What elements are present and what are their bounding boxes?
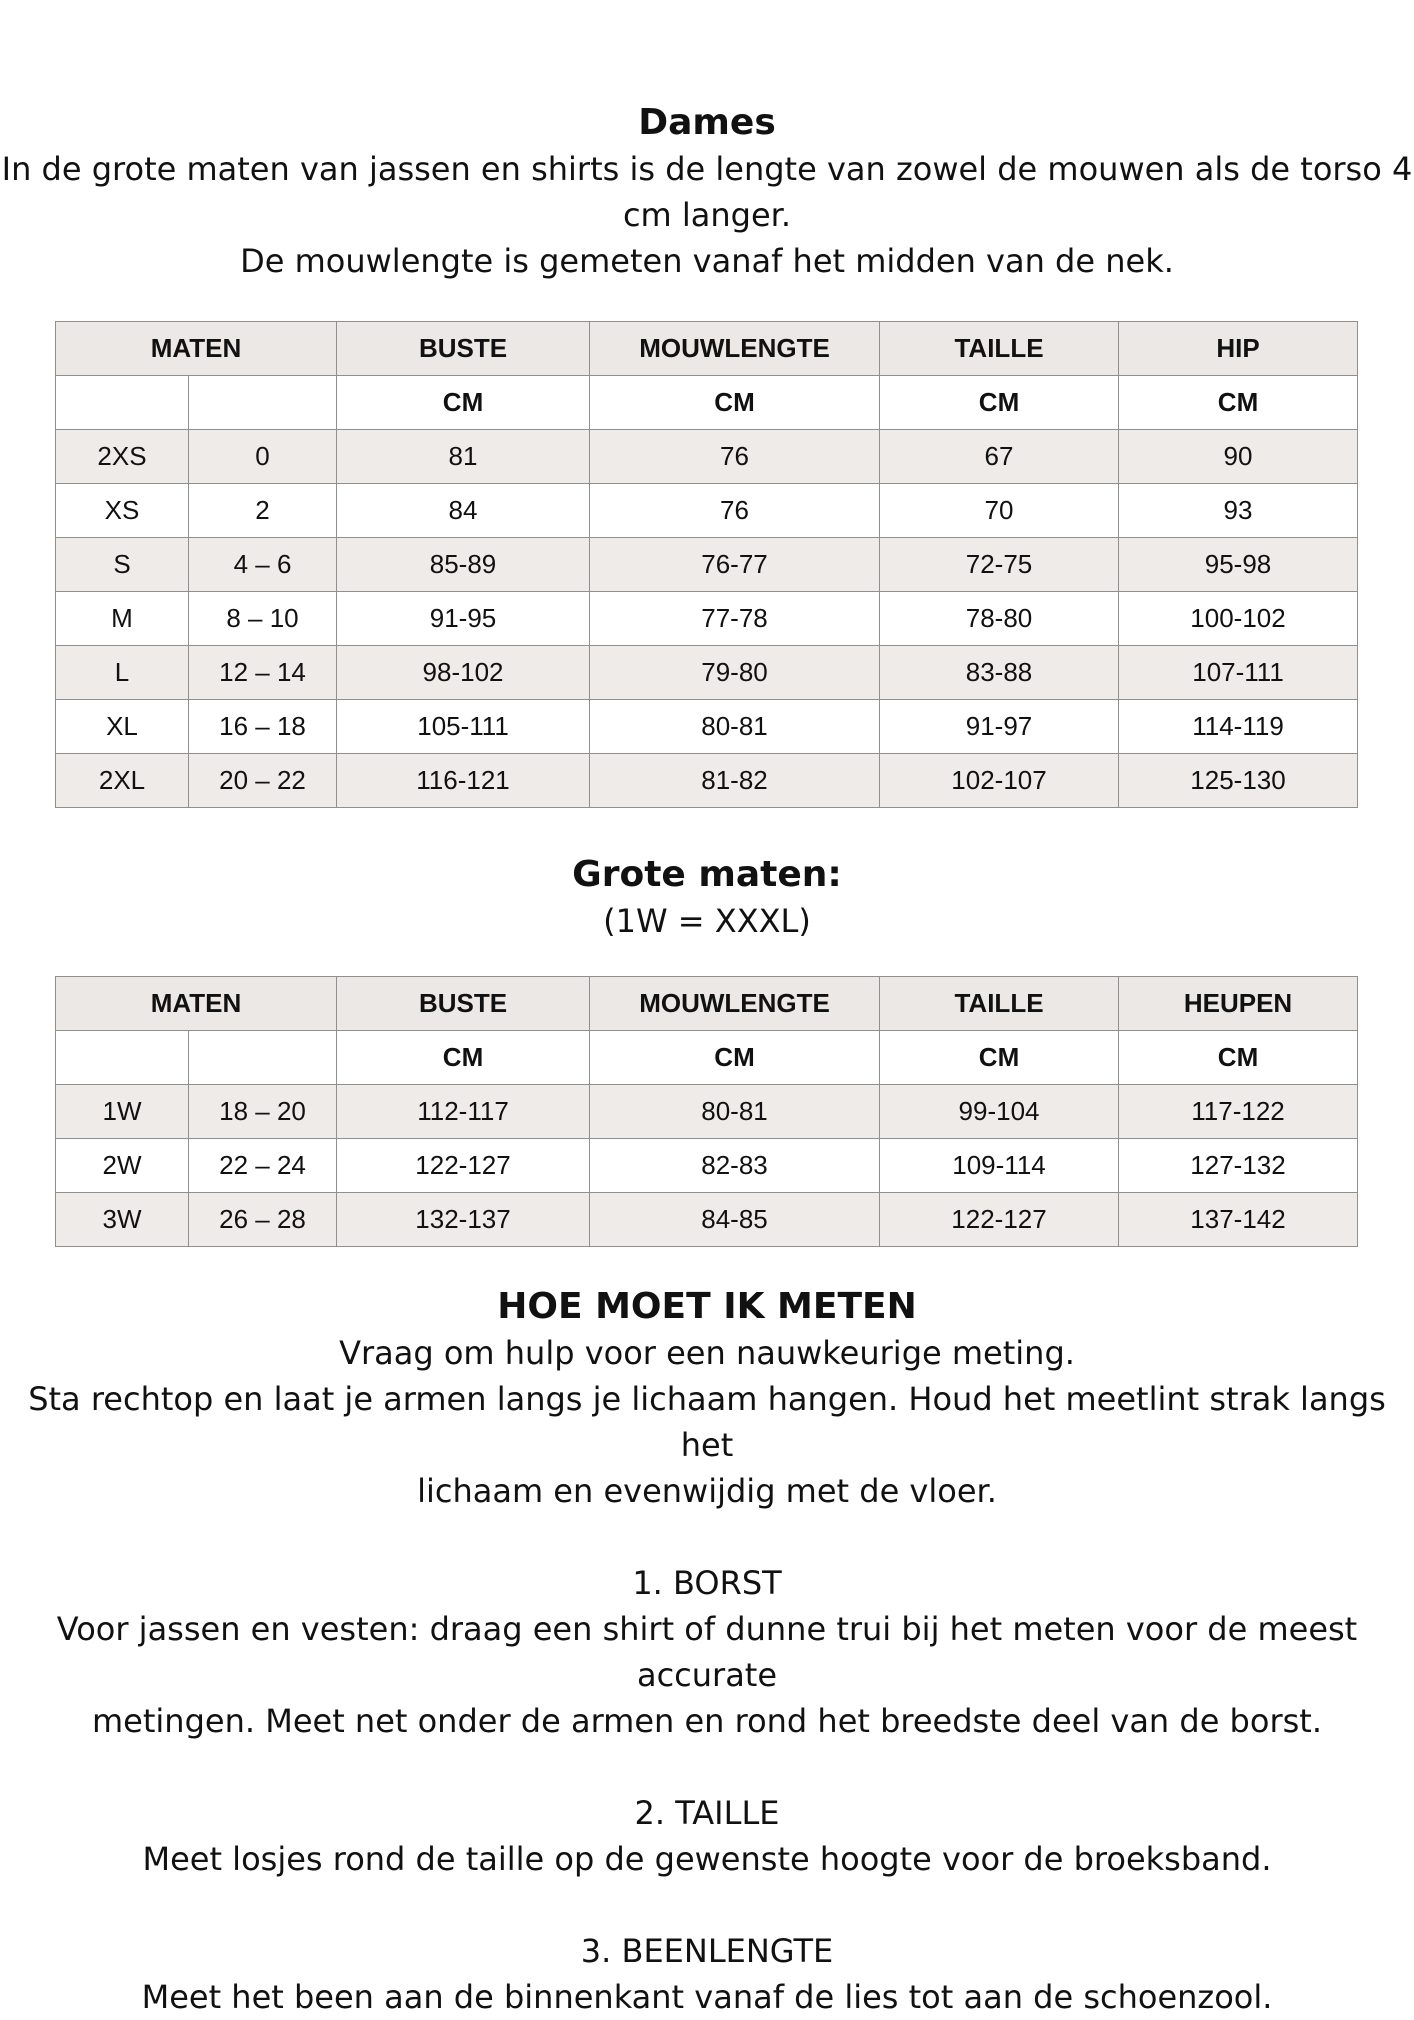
column-header: BUSTE (337, 322, 590, 376)
table-cell: 20 – 22 (189, 754, 337, 808)
table-cell: XL (56, 700, 189, 754)
table-cell: 3W (56, 1193, 189, 1247)
table-cell: 122-127 (880, 1193, 1119, 1247)
empty-cell (56, 376, 189, 430)
table-cell: 2XL (56, 754, 189, 808)
table-cell: 80-81 (590, 700, 880, 754)
unit-cell: CM (590, 376, 880, 430)
unit-row (56, 376, 1358, 430)
measure-line: Sta rechtop en laat je armen langs je lichaam hangen. Houd het meetlint strak langs het (28, 1380, 1386, 1464)
table-cell: 117-122 (1119, 1085, 1358, 1139)
table-cell: 114-119 (1119, 700, 1358, 754)
column-header: MATEN (56, 977, 337, 1031)
empty-cell (189, 1031, 337, 1085)
section-line: Meet het been aan de binnenkant vanaf de lies tot aan de schoenzool. (141, 1978, 1273, 2016)
table-cell: 2W (56, 1139, 189, 1193)
table-cell: 1W (56, 1085, 189, 1139)
column-header: BUSTE (337, 977, 590, 1031)
table-cell: 105-111 (337, 700, 590, 754)
unit-cell: CM (337, 1031, 590, 1085)
table-cell: 82-83 (590, 1139, 880, 1193)
measure-instructions (0, 1284, 1414, 2020)
table-header-row (56, 322, 1358, 376)
table-cell: 22 – 24 (189, 1139, 337, 1193)
table-cell: 107-111 (1119, 646, 1358, 700)
unit-cell: CM (1119, 376, 1358, 430)
table-cell: 112-117 (337, 1085, 590, 1139)
intro-line: cm langer. (622, 196, 792, 234)
table-row (56, 1085, 1358, 1139)
table-cell: 70 (880, 484, 1119, 538)
unit-cell: CM (880, 1031, 1119, 1085)
table-cell: 76 (590, 484, 880, 538)
section-heading-borst: 1. BORST (632, 1564, 782, 1602)
column-header: HIP (1119, 322, 1358, 376)
table-cell: 80-81 (590, 1085, 880, 1139)
column-header: MOUWLENGTE (590, 977, 880, 1031)
table-cell: 127-132 (1119, 1139, 1358, 1193)
table-cell: 91-95 (337, 592, 590, 646)
table-cell: 16 – 18 (189, 700, 337, 754)
table-cell: L (56, 646, 189, 700)
unit-cell: CM (337, 376, 590, 430)
unit-cell: CM (1119, 1031, 1358, 1085)
table-cell: S (56, 538, 189, 592)
column-header: MOUWLENGTE (590, 322, 880, 376)
table-cell: 12 – 14 (189, 646, 337, 700)
section-heading-beenlengte: 3. BEENLENGTE (580, 1932, 834, 1970)
table-cell: 67 (880, 430, 1119, 484)
table-cell: 81 (337, 430, 590, 484)
dames-size-table (55, 321, 1358, 808)
section-line: Meet losjes rond de taille op de gewenste hoogte voor de broeksband. (142, 1840, 1272, 1878)
measure-line: Vraag om hulp voor een nauwkeurige meting. (339, 1334, 1075, 1372)
table-cell: 4 – 6 (189, 538, 337, 592)
table-cell: 81-82 (590, 754, 880, 808)
table-row (56, 592, 1358, 646)
grote-maten-heading (0, 852, 1414, 944)
section-line: metingen. Meet net onder de armen en rond het breedste deel van de borst. (92, 1702, 1322, 1740)
table-cell: 76-77 (590, 538, 880, 592)
table-cell: 116-121 (337, 754, 590, 808)
table-row (56, 538, 1358, 592)
grote-maten-title: Grote maten: (572, 854, 842, 895)
table-row (56, 754, 1358, 808)
section-line: Voor jassen en vesten: draag een shirt of dunne trui bij het meten voor de meest accurate (56, 1610, 1358, 1694)
table-row (56, 646, 1358, 700)
measure-line: lichaam en evenwijdig met de vloer. (417, 1472, 997, 1510)
table-cell: 78-80 (880, 592, 1119, 646)
column-header: HEUPEN (1119, 977, 1358, 1031)
table-cell: 84 (337, 484, 590, 538)
table-cell: 26 – 28 (189, 1193, 337, 1247)
intro-line: In de grote maten van jassen en shirts is de lengte van zowel de mouwen als de torso 4 (1, 150, 1413, 188)
measure-title: HOE MOET IK METEN (497, 1286, 917, 1327)
table-cell: 2XS (56, 430, 189, 484)
table-cell: 85-89 (337, 538, 590, 592)
table-row (56, 430, 1358, 484)
dames-title: Dames (638, 102, 776, 143)
table-cell: 18 – 20 (189, 1085, 337, 1139)
unit-cell: CM (880, 376, 1119, 430)
table-cell: 90 (1119, 430, 1358, 484)
dames-intro (0, 100, 1414, 284)
unit-row (56, 1031, 1358, 1085)
table-cell: 84-85 (590, 1193, 880, 1247)
table-cell: 102-107 (880, 754, 1119, 808)
table-row (56, 1139, 1358, 1193)
table-cell: 98-102 (337, 646, 590, 700)
table-cell: 83-88 (880, 646, 1119, 700)
table-cell: M (56, 592, 189, 646)
intro-line: De mouwlengte is gemeten vanaf het midden van de nek. (240, 242, 1174, 280)
grote-maten-table (55, 976, 1358, 1247)
column-header: MATEN (56, 322, 337, 376)
table-cell: 137-142 (1119, 1193, 1358, 1247)
table-cell: 8 – 10 (189, 592, 337, 646)
table-cell: 93 (1119, 484, 1358, 538)
table-cell: 109-114 (880, 1139, 1119, 1193)
column-header: TAILLE (880, 977, 1119, 1031)
table-cell: 79-80 (590, 646, 880, 700)
table-row (56, 1193, 1358, 1247)
grote-maten-subtitle: (1W = XXXL) (603, 902, 811, 940)
empty-cell (189, 376, 337, 430)
table-header-row (56, 977, 1358, 1031)
table-cell: 0 (189, 430, 337, 484)
table-cell: 100-102 (1119, 592, 1358, 646)
column-header: TAILLE (880, 322, 1119, 376)
table-cell: 132-137 (337, 1193, 590, 1247)
table-cell: XS (56, 484, 189, 538)
table-cell: 77-78 (590, 592, 880, 646)
unit-cell: CM (590, 1031, 880, 1085)
empty-cell (56, 1031, 189, 1085)
table-cell: 91-97 (880, 700, 1119, 754)
table-cell: 95-98 (1119, 538, 1358, 592)
table-cell: 2 (189, 484, 337, 538)
table-row (56, 484, 1358, 538)
table-cell: 76 (590, 430, 880, 484)
table-cell: 122-127 (337, 1139, 590, 1193)
table-cell: 125-130 (1119, 754, 1358, 808)
table-cell: 99-104 (880, 1085, 1119, 1139)
section-heading-taille: 2. TAILLE (634, 1794, 780, 1832)
table-cell: 72-75 (880, 538, 1119, 592)
table-row (56, 700, 1358, 754)
